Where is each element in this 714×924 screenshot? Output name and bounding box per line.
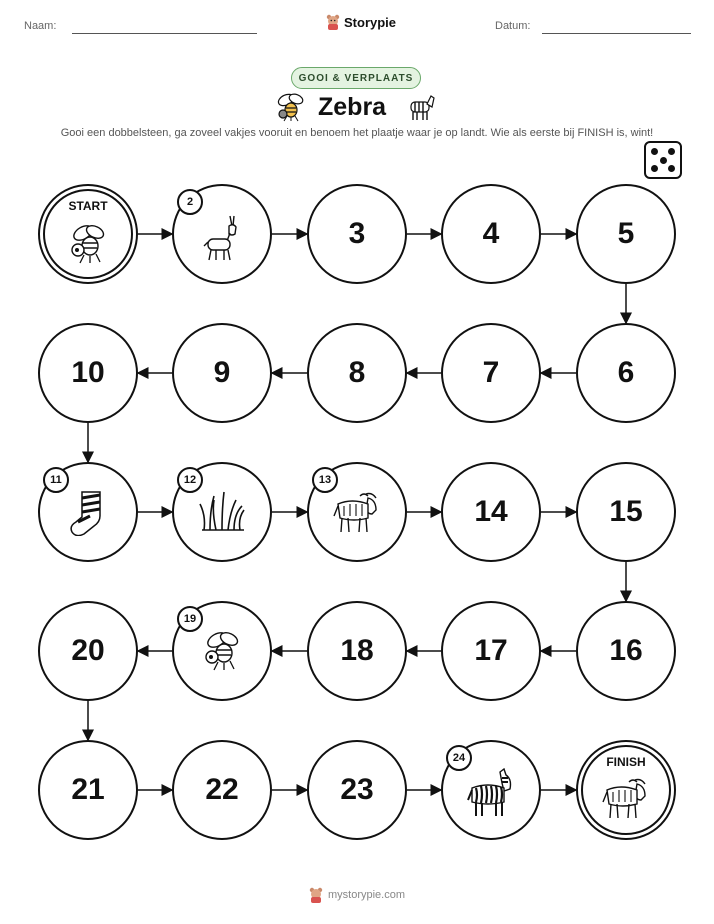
square-17 [441, 601, 541, 701]
square-16 [576, 601, 676, 701]
square-number: 17 [474, 634, 508, 667]
zebra-icon [466, 768, 516, 823]
square-18 [307, 601, 407, 701]
grass-icon [198, 490, 246, 537]
fly-icon [200, 629, 244, 676]
square-22 [172, 740, 272, 840]
square-badge: 19 [177, 606, 203, 632]
square-21 [38, 740, 138, 840]
square-number: 10 [71, 356, 105, 389]
wildebeest-icon [332, 490, 382, 539]
square-number: 21 [71, 773, 105, 806]
square-number: 8 [348, 356, 366, 389]
square-number: 7 [482, 356, 500, 389]
square-number: 23 [340, 773, 374, 806]
square-15 [576, 462, 676, 562]
square-number: 4 [482, 217, 500, 250]
square-number: 20 [71, 634, 105, 667]
game-tag: GOOI & VERPLAATS [291, 67, 421, 89]
footer-site: mystorypie.com [328, 889, 406, 901]
footer [309, 887, 405, 903]
square-badge: 12 [177, 467, 203, 493]
start-square [38, 184, 138, 284]
fly-icon [66, 222, 110, 269]
name-label: Naam: [24, 20, 57, 32]
start-label: START [68, 199, 108, 213]
square-number: 16 [609, 634, 643, 667]
square-4 [441, 184, 541, 284]
square-3 [307, 184, 407, 284]
date-label: Datum: [495, 20, 531, 32]
square-9 [172, 323, 272, 423]
square-5 [576, 184, 676, 284]
square-badge: 2 [177, 189, 203, 215]
square-number: 14 [474, 495, 508, 528]
square-number: 5 [617, 217, 635, 250]
instructions: Gooi een dobbelsteen, ga zoveel vakjes vooruit en benoem het plaatje waar je op landt. Wie als eerste bij FINISH is, wint! [60, 127, 654, 139]
brand-name: Storypie [344, 14, 397, 30]
square-23 [307, 740, 407, 840]
square-badge: 24 [446, 745, 472, 771]
square-number: 9 [213, 356, 231, 389]
square-number: 6 [617, 356, 635, 389]
bear-logo-icon [309, 887, 323, 903]
square-7 [441, 323, 541, 423]
square-number: 3 [348, 217, 366, 250]
square-number: 22 [205, 773, 239, 806]
square-14 [441, 462, 541, 562]
striped-sock-icon [68, 490, 108, 541]
finish-square [576, 740, 676, 840]
finish-label: FINISH [606, 755, 646, 769]
square-10 [38, 323, 138, 423]
square-badge: 11 [43, 467, 69, 493]
wildebeest-icon [601, 776, 651, 825]
gazelle-icon [200, 212, 244, 267]
square-6 [576, 323, 676, 423]
square-number: 18 [340, 634, 374, 667]
square-badge: 13 [312, 467, 338, 493]
square-8 [307, 323, 407, 423]
page-title: Zebra [318, 93, 387, 121]
square-20 [38, 601, 138, 701]
square-number: 15 [609, 495, 643, 528]
